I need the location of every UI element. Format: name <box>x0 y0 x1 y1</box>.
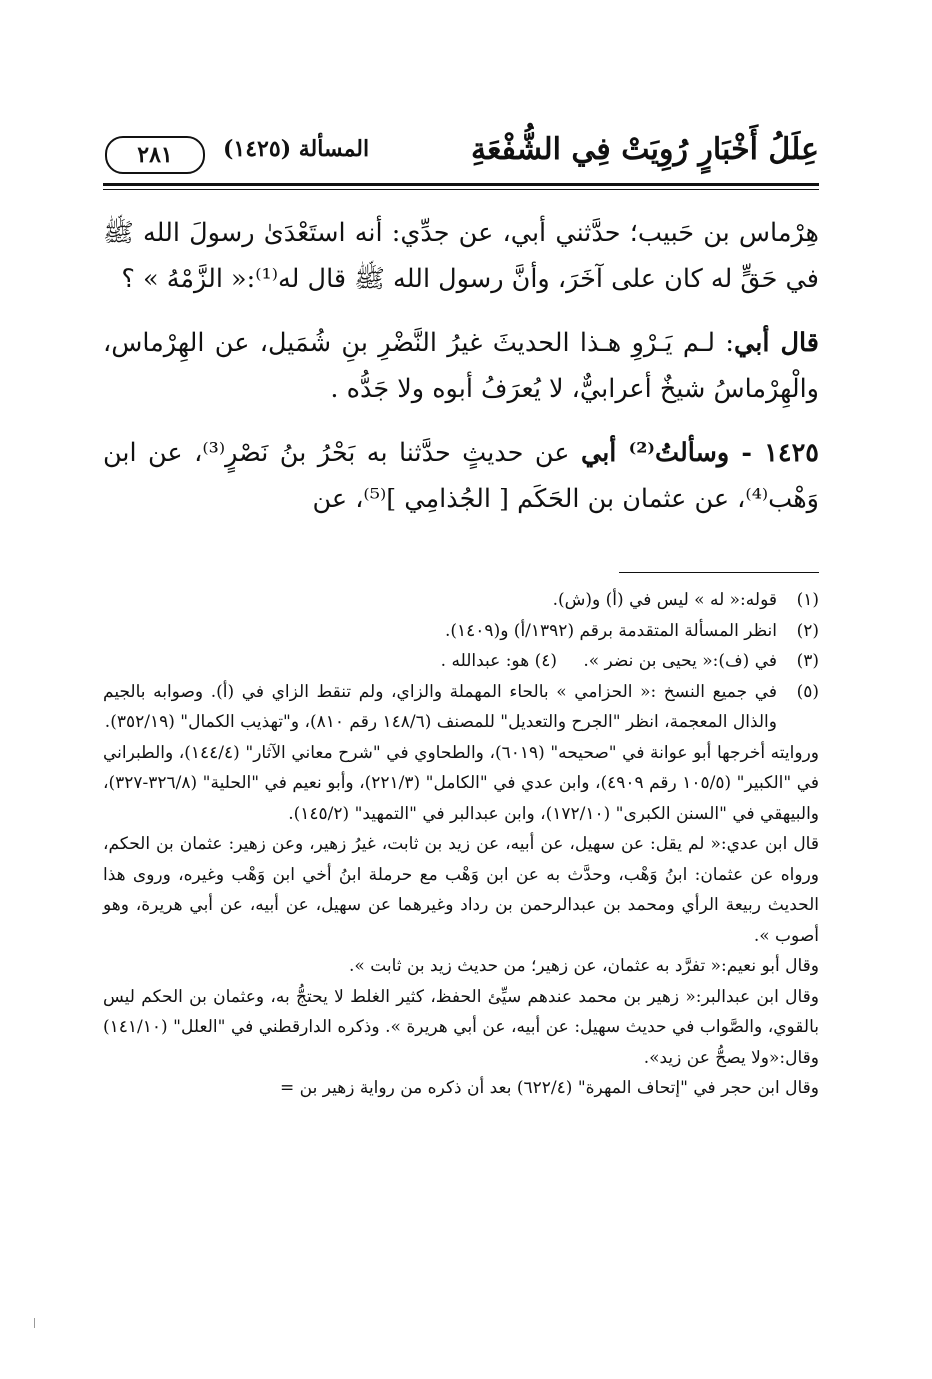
footnote-3-4 <box>103 646 819 677</box>
footnote-text: قوله:« له » ليس في (أ) و(ش). <box>552 590 777 610</box>
footnote-1 <box>103 585 819 616</box>
footnote-paragraph: وقال أبو نعيم:« تفرَّد به عثمان، عن زهير؛ من حديث زيد بن ثابت ». <box>349 956 819 976</box>
footnote-text: في (ف):« يحيى بن نضر ». <box>583 651 777 671</box>
margin-mark <box>34 1318 35 1328</box>
speaker-label: قال أبي <box>733 328 820 358</box>
footnote-5 <box>103 677 819 738</box>
issue-label: المسألة (١٤٢٥) <box>223 136 370 162</box>
header-rule-thick <box>103 183 819 186</box>
header-rule-thin <box>103 189 819 190</box>
comment-text: : لـم يَـرْوِ هـذا الحديثَ غيرُ النَّضْرِ بنِ شُمَيل، عن الهِرْماس، والْهِرْماسُ شيخٌ أعرابيٌّ، لا يُعرَفُ أبوه ولا جَدُّه . <box>103 328 819 404</box>
issue-text: عن حديثٍ حدَّثنا به بَحْرُ بنُ نَصْرٍ⁽³⁾، عن ابن وَهْب⁽⁴⁾، عن عثمان بن الحَكَم [ الجُذامِي ]⁽⁵⁾، عن <box>103 438 819 514</box>
running-header <box>105 128 819 180</box>
paragraph-issue-1425 <box>103 430 819 522</box>
footnote-text: (٤) هو: عبدالله . <box>440 651 557 671</box>
running-title: عِلَلُ أَخْبَارٍ رُوِيَتْ فِي الشُّفْعَةِ <box>471 132 819 167</box>
footnote-separator <box>619 572 819 573</box>
footnote-text: انظر المسألة المتقدمة برقم (١٣٩٢/أ) و(١٤٠٩). <box>444 620 777 641</box>
footnote-paragraph: وروايته أخرجها أبو عوانة في "صحيحه" (٦٠١٩)، والطحاوي في "شرح معاني الآثار" (١٤٤/٤)، والطبراني في "الكبير" (١٠٥/٥ رقم ٤٩٠٩)، وابن عدي في "الكامل" (٢٢١/٣)، وأبو نعيم في "الحلية" (٣٢٦/٨-٣٢٧)، والبيهقي في "السنن الكبرى" (١٧٢/١٠)، وابن عبدالبر في "التمهيد" (١٤٥/٢). <box>103 742 819 824</box>
footnote-number: (١) <box>796 590 819 610</box>
paragraph-hadith: هِرْماس بن حَبيب؛ حدَّثني أبي، عن جدِّي: أنه استَعْدَىٰ رسولَ الله ﷺ في حَقٍّ له كان على آخَرَ، وأنَّ رسول الله ﷺ قال له⁽¹⁾:« الزَّمْهُ » ؟ <box>103 218 819 294</box>
main-text <box>103 210 819 522</box>
footnote-pair <box>103 646 777 677</box>
page-number: ٢٨١ <box>105 136 205 174</box>
footnote-number: (٣) <box>796 651 819 671</box>
footnote-paragraph: قال ابن عدي:« لم يقل: عن سهيل، عن أبيه، عن زيد بن ثابت، غيرُ زهير، وعن زهير: عثمان بن الحكم، ورواه عن عثمان: ابنُ وَهْب، وحدَّث به عن ابن وَهْب مع حرملة ابنُ أخي ابن وَهْب وغيره، وروى هذا الحديث ربيعة الرأي ومحمد بن عبدالرحمن بن رداد وغيرهما عن سهيل، عن أبيه، عن أبي هريرة، وهو أصوب ». <box>103 834 819 946</box>
footnote-text: في جميع النسخ :« الحزامي » بالحاء المهملة والزاي، ولم تنقط الزاي في (أ). وصوابه بالجيم والذال المعجمة، انظر "الجرح والتعديل" للمصنف (١٤٨/٦ رقم ٨١٠)، و"تهذيب الكمال" (٣٥٢/١٩). <box>103 681 777 732</box>
paragraph-abi-comment <box>103 320 819 412</box>
footnote-number: (٥) <box>796 681 819 702</box>
footnote-paragraph: وقال ابن عبدالبر:« زهير بن محمد عندهم سيِّئ الحفظ، كثير الغلط لا يحتجُّ به، وعثمان بن الحكم ليس بالقوي، والصَّواب في حديث سهيل: عن أبيه، عن أبي هريرة ». وذكره الدارقطني في "العلل" (١٤١/١٠) وقال:«ولا يصحُّ عن زيد». <box>103 986 819 1068</box>
issue-heading: ١٤٢٥ - وسألتُ⁽²⁾ أبي <box>580 438 820 468</box>
footnote-paragraph: وقال ابن حجر في "إتحاف المهرة" (٦٢٢/٤) بعد أن ذكره من رواية زهير بن = <box>280 1078 819 1098</box>
footnotes <box>103 585 819 1104</box>
footnote-2 <box>103 616 819 647</box>
footnote-number: (٢) <box>796 620 819 641</box>
